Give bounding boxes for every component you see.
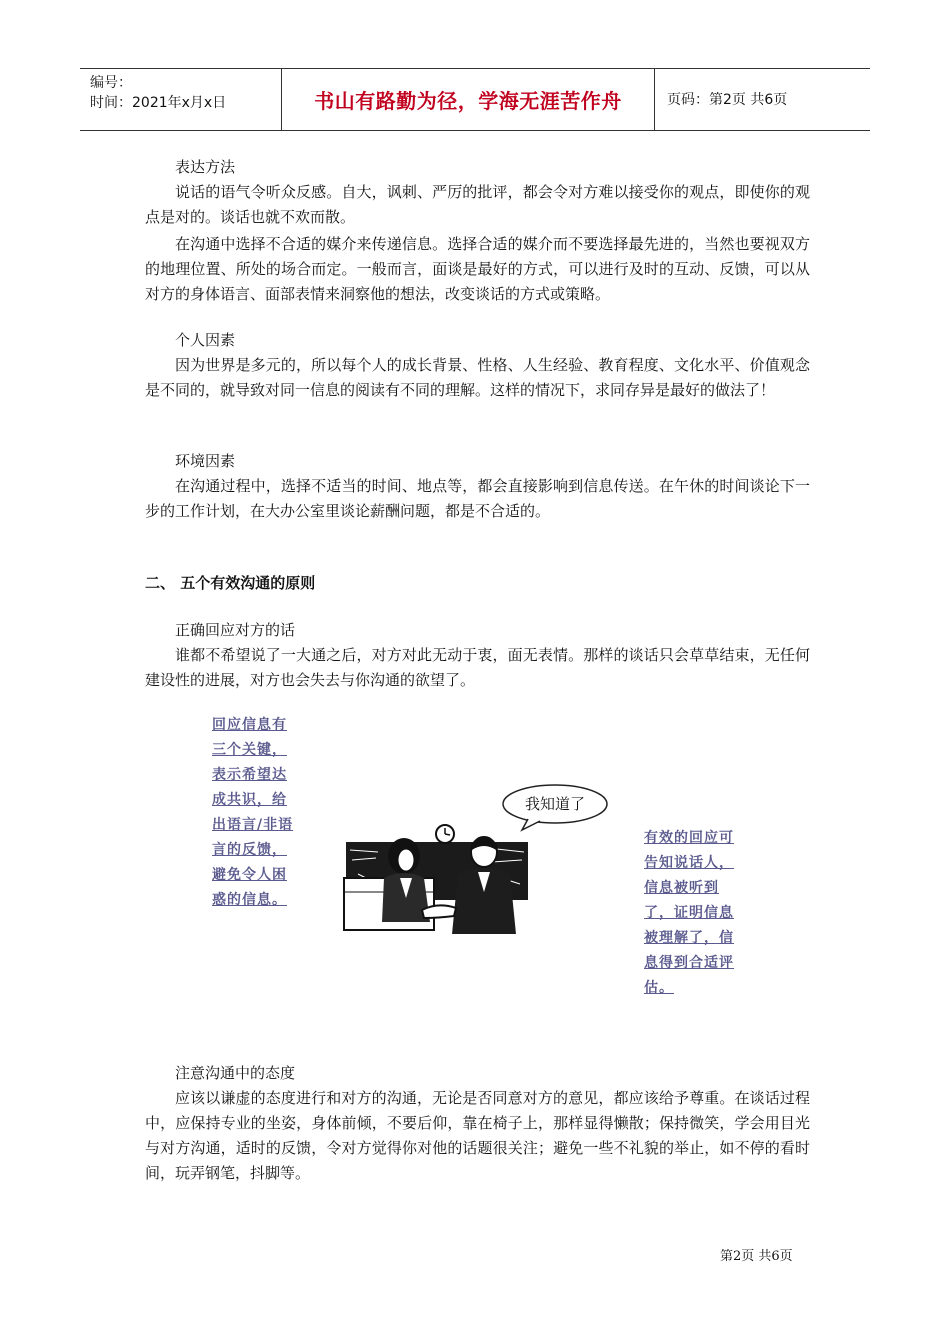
paragraph-environment-1: 在沟通过程中，选择不适当的时间、地点等，都会直接影响到信息传送。在午休的时间谈论下一步的工作计划，在大办公室里谈论薪酬问题，都是不合适的。 [145, 477, 810, 520]
header-meta [80, 69, 282, 130]
footer-page: 第2页 共6页 [720, 1249, 793, 1264]
left-callout: 回应信息有三个关键，表示希望达成共识，给出语言/非语言的反馈，避免令人困惑的信息。 [212, 717, 294, 908]
time-label: 时间：2021年x月x日 [90, 95, 227, 111]
heading-respond: 正确回应对方的话 [175, 621, 296, 639]
heading-environment: 环境因素 [175, 452, 236, 470]
page-header [80, 68, 870, 131]
section-two-title: 二、 五个有效沟通的原则 [145, 574, 316, 592]
header-page-cell [655, 69, 870, 130]
motto: 书山有路勤为径，学海无涯苦作舟 [314, 89, 622, 113]
heading-attitude: 注意沟通中的态度 [175, 1064, 296, 1082]
bubble-text: 我知道了 [524, 795, 585, 813]
heading-personal: 个人因素 [175, 331, 236, 349]
paragraph-personal-1: 因为世界是多元的，所以每个人的成长背景、性格、人生经验、教育程度、文化水平、价值观念是不同的，就导致对同一信息的阅读有不同的理解。这样的情况下，求同存异是最好的做法了！ [145, 356, 810, 399]
page-info: 页码：第2页 共6页 [667, 91, 788, 108]
header-motto-cell [282, 69, 655, 130]
paragraph-attitude-1: 应该以谦虚的态度进行和对方的沟通，无论是否同意对方的意见，都应该给予尊重。在谈话过程中，应保持专业的坐姿，身体前倾，不要后仰，靠在椅子上，那样显得懒散；保持微笑，学会用目光与对方沟通，适时的反馈，令对方觉得你对他的话题很关注；避免一些不礼貌的举止，如不停的看时间，玩弄钢笔，抖脚等。 [145, 1089, 810, 1182]
paragraph-respond-1: 谁都不希望说了一大通之后，对方对此无动于衷，面无表情。那样的谈话只会草草结束，无任何建设性的进展，对方也会失去与你沟通的欲望了。 [145, 646, 810, 689]
right-callout: 有效的回应可告知说话人，信息被听到了，证明信息被理解了，信息得到合适评估。 [644, 830, 734, 996]
heading-expression: 表达方法 [175, 158, 236, 176]
paragraph-expression-1: 说话的语气令听众反感。自大，讽刺、严厉的批评，都会令对方难以接受你的观点，即使你的观点是对的。谈话也就不欢而散。 [145, 183, 810, 226]
paragraph-expression-2: 在沟通中选择不合适的媒介来传递信息。选择合适的媒介而不要选择最先进的，当然也要视双方的地理位置、所处的场合而定。一般而言，面谈是最好的方式，可以进行及时的互动、反馈，可以从对方的身体语言、面部表情来洞察他的想法，改变谈话的方式或策略。 [145, 235, 810, 303]
number-label: 编号： [90, 75, 132, 91]
handshake-illustration [338, 822, 538, 940]
